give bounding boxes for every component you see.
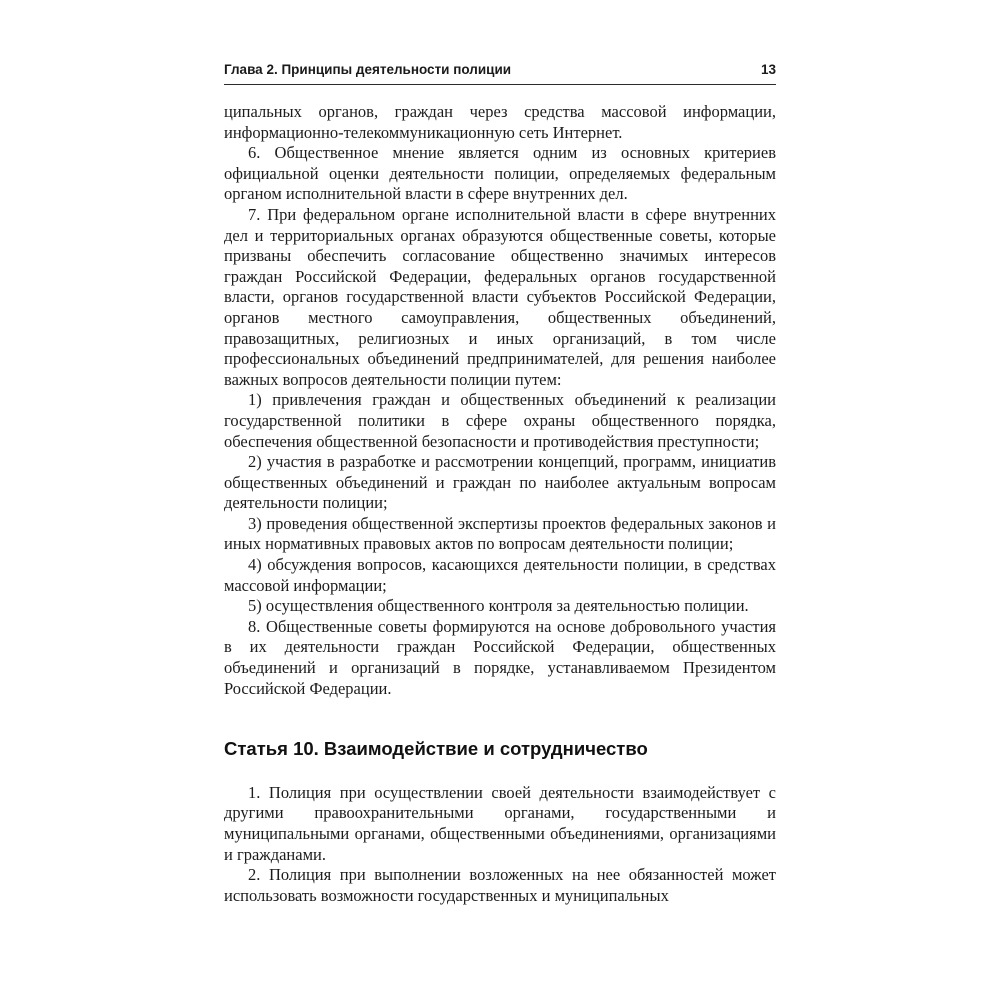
paragraph-item-7: 7. При федеральном органе исполнительной власти в сфере внутренних дел и территориальных органах образуются общественные советы, которые призваны обеспечить согласование общественно значимых интересов граждан Российской Федерации, федеральных органов государственной власти, органов государственной власти субъектов Российской Федерации, органов местного самоуправления, общественных объединений, правозащитных, религиозных и иных организаций, в том числе профессиональных объединений предпринимателей, для решения наиболее важных вопросов деятельности полиции путем:	[224, 204, 776, 389]
page-number: 13	[760, 62, 776, 77]
article-10-heading: Статья 10. Взаимодействие и сотрудничество	[224, 738, 648, 760]
paragraph-subitem-2: 2) участия в разработке и рассмотрении концепций, программ, инициатив общественных объединений и граждан по наиболее актуальным вопросам деятельности полиции;	[224, 452, 776, 513]
paragraph-subitem-3: 3) проведения общественной экспертизы проектов федеральных законов и иных нормативных правовых актов по вопросам деятельности полиции;	[224, 513, 776, 554]
page-header	[224, 62, 776, 77]
article-10-paragraph-1: 1. Полиция при осуществлении своей деятельности взаимодействует с другими правоохранительными органами, государственными и муниципальными органами, общественными объединениями, организациями и гражданами.	[224, 782, 776, 864]
paragraph-subitem-4: 4) обсуждения вопросов, касающихся деятельности полиции, в средствах массовой информации;	[224, 555, 776, 595]
chapter-title: Глава 2. Принципы деятельности полиции	[224, 62, 512, 77]
book-page	[224, 0, 776, 906]
header-rule	[224, 84, 776, 85]
paragraph-item-6: 6. Общественное мнение является одним из основных критериев официальной оценки деятельности полиции, определяемых федеральным органом исполнительной власти в сфере внутренних дел.	[224, 143, 776, 204]
paragraph-item-8: 8. Общественные советы формируются на основе добровольного участия в их деятельности граждан Российской Федерации, общественных объединений и организаций в порядке, устанавливаемом Президентом Российской Федерации.	[224, 616, 776, 698]
paragraph-continuation: ципальных органов, граждан через средства массовой информации, информационно-телекоммуникационную сеть Интернет.	[224, 102, 776, 142]
paragraph-subitem-1: 1) привлечения граждан и общественных объединений к реализации государственной политики в сфере охраны общественного порядка, обеспечения общественной безопасности и противодействия преступности;	[224, 390, 776, 451]
article-10-paragraph-2: 2. Полиция при выполнении возложенных на нее обязанностей может использовать возможности государственных и муниципальных	[224, 865, 776, 905]
article-body	[224, 102, 776, 906]
paragraph-subitem-5: 5) осуществления общественного контроля за деятельностью полиции.	[248, 596, 749, 616]
